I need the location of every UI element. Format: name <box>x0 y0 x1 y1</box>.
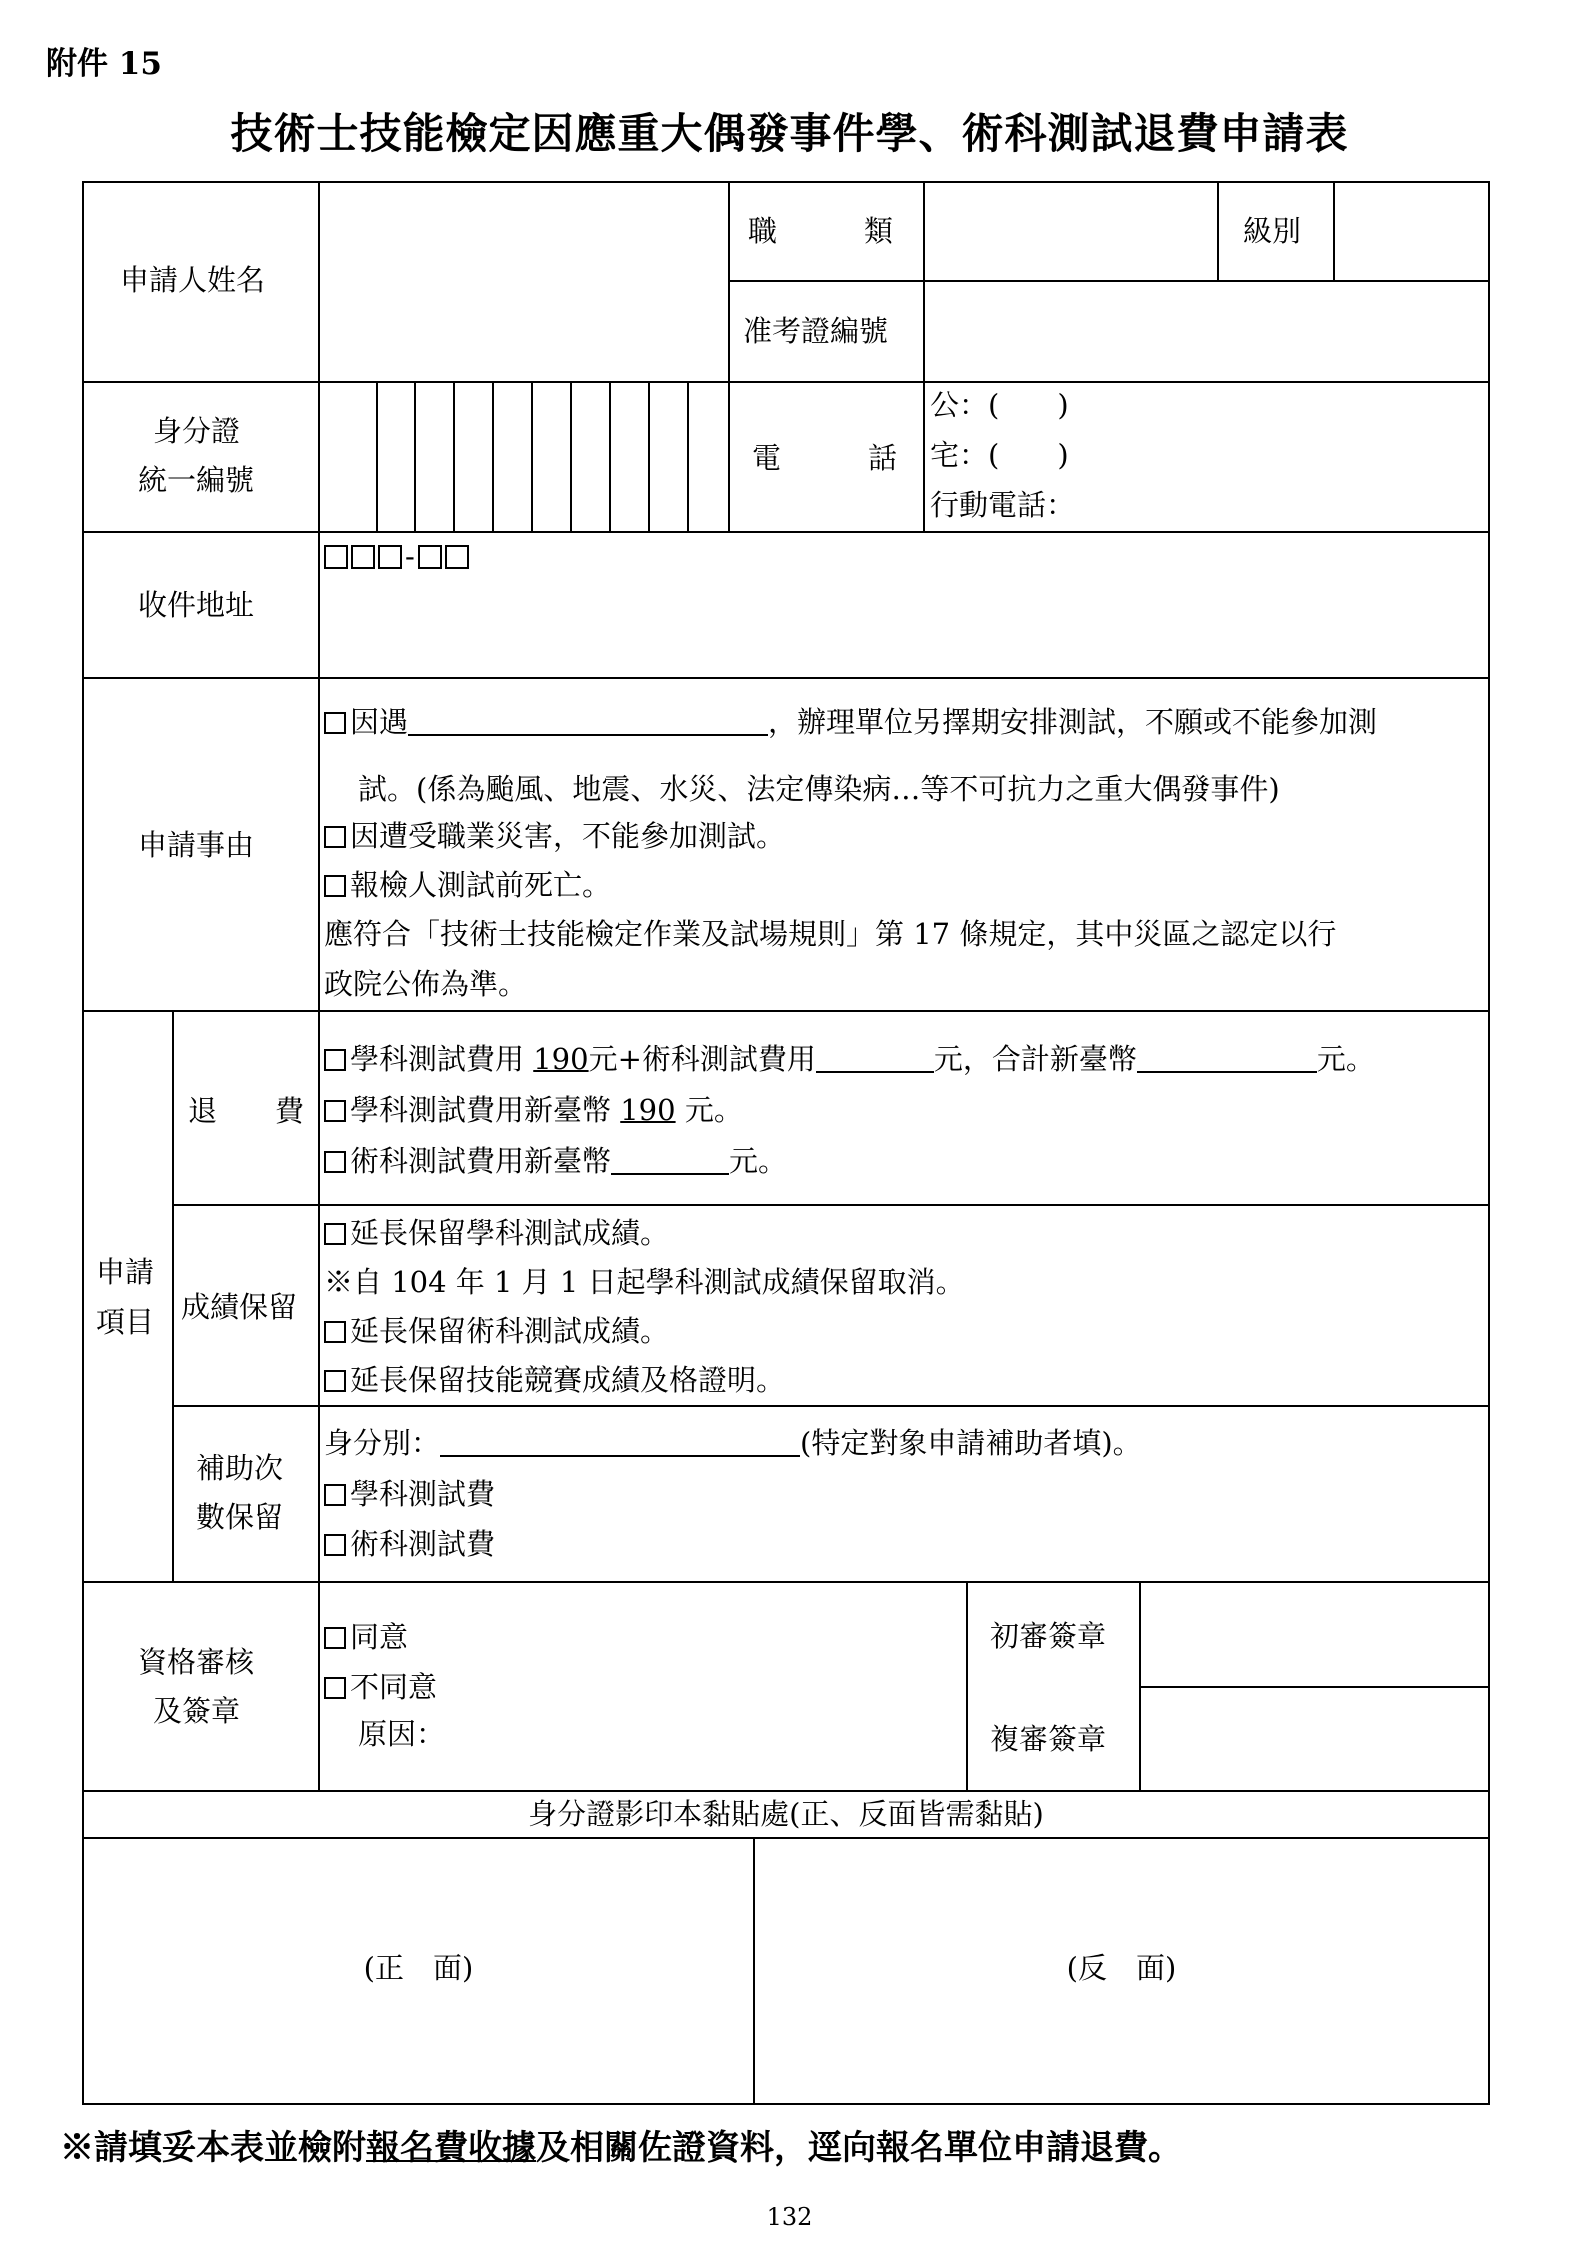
refund-option-2[interactable]: 學科測試費用新臺幣 190 元。 <box>324 1096 743 1125</box>
reason-note-line1: 應符合「技術士技能檢定作業及試場規則」第 17 條規定，其中災區之認定以行 <box>324 917 1337 951</box>
reason-option-1[interactable]: 因遇 ，辦理單位另擇期安排測試，不願或不能參加測 <box>324 708 1377 737</box>
items-label-line2: 項目 <box>96 1305 155 1339</box>
checkbox[interactable] <box>324 1049 346 1071</box>
postal-code-boxes[interactable] <box>324 539 472 573</box>
review-reason-label: 原因： <box>358 1717 446 1751</box>
subsidy-label-line2: 數保留 <box>196 1500 284 1534</box>
trade-label: 職 類 <box>748 214 894 248</box>
subsidy-option-2[interactable]: 術科測試費 <box>324 1530 495 1559</box>
checkbox[interactable] <box>324 875 346 897</box>
admission-number-field[interactable] <box>925 282 1488 381</box>
checkbox[interactable] <box>324 1223 346 1245</box>
items-label-line1: 申請 <box>96 1255 155 1289</box>
second-review-sign-label: 複審簽章 <box>990 1722 1107 1756</box>
checkbox[interactable] <box>324 1627 346 1649</box>
retain-option-3[interactable]: 延長保留技能競賽成績及格證明。 <box>324 1366 785 1395</box>
subsidy-label-line1: 補助次 <box>196 1451 284 1485</box>
id-copy-front: (正 面) <box>363 1951 474 1985</box>
subsidy-option-1[interactable]: 學科測試費 <box>324 1480 495 1509</box>
second-review-sign-field[interactable] <box>1141 1688 1488 1790</box>
retain-option-1[interactable]: 延長保留學科測試成績。 <box>324 1219 669 1248</box>
admission-number-label: 准考證編號 <box>743 314 889 348</box>
reason-label: 申請事由 <box>138 828 255 862</box>
address-label: 收件地址 <box>138 588 255 622</box>
checkbox[interactable] <box>324 1100 346 1122</box>
subsidy-identity[interactable]: 身分別： (特定對象申請補助者填)。 <box>324 1426 1142 1460</box>
reason-option-2[interactable]: 因遭受職業災害，不能參加測試。 <box>324 822 785 851</box>
trade-field[interactable] <box>925 183 1217 280</box>
reason-option-1-continued: 試。(係為颱風、地震、水災、法定傳染病…等不可抗力之重大偶發事件) <box>358 772 1280 806</box>
id-label-line1: 身分證 <box>153 414 241 448</box>
level-label: 級別 <box>1243 214 1302 248</box>
applicant-name-field[interactable] <box>320 183 728 381</box>
refund-option-1[interactable]: 學科測試費用 190元+術科測試費用 元，合計新臺幣 元。 <box>324 1045 1375 1074</box>
refund-option-3[interactable]: 術科測試費用新臺幣 元。 <box>324 1147 787 1176</box>
checkbox[interactable] <box>324 1484 346 1506</box>
checkbox[interactable] <box>324 1321 346 1343</box>
id-copy-back: (反 面) <box>1066 1951 1177 1985</box>
checkbox[interactable] <box>324 1677 346 1699</box>
form-title: 技術士技能檢定因應重大偶發事件學、術科測試退費申請表 <box>230 109 1349 158</box>
review-agree[interactable]: 同意 <box>324 1623 408 1652</box>
id-copy-title: 身分證影印本黏貼處(正、反面皆需黏貼) <box>528 1797 1044 1831</box>
first-review-sign-field[interactable] <box>1141 1583 1488 1686</box>
checkbox[interactable] <box>324 1534 346 1556</box>
phone-home[interactable]: 宅：( ) <box>930 438 1069 472</box>
id-number-field[interactable] <box>320 383 728 531</box>
reason-note-line2: 政院公佈為準。 <box>324 967 528 1001</box>
postal-dash: - <box>405 539 415 573</box>
retain-option-2[interactable]: 延長保留術科測試成績。 <box>324 1317 669 1346</box>
phone-label: 電 話 <box>752 441 898 475</box>
reason-option-3[interactable]: 報檢人測試前死亡。 <box>324 871 611 900</box>
address-field[interactable] <box>320 585 1488 677</box>
page-number: 132 <box>766 2203 813 2231</box>
phone-mobile[interactable]: 行動電話： <box>930 488 1076 522</box>
id-label-line2: 統一編號 <box>138 463 255 497</box>
footer-note: ※請填妥本表並檢附報名費收據及相關佐證資料，逕向報名單位申請退費。 <box>60 2128 1182 2168</box>
checkbox[interactable] <box>324 1151 346 1173</box>
applicant-name-label: 申請人姓名 <box>120 263 266 297</box>
checkbox[interactable] <box>324 1370 346 1392</box>
checkbox[interactable] <box>324 826 346 848</box>
refund-label: 退 費 <box>188 1094 305 1128</box>
retain-note: ※自 104 年 1 月 1 日起學科測試成績保留取消。 <box>324 1265 965 1299</box>
attachment-label: 附件 15 <box>46 46 162 82</box>
review-label-line2: 及簽章 <box>153 1694 241 1728</box>
checkbox[interactable] <box>324 712 346 734</box>
review-disagree[interactable]: 不同意 <box>324 1673 437 1702</box>
phone-office[interactable]: 公：( ) <box>930 388 1069 422</box>
retain-label: 成績保留 <box>181 1290 298 1324</box>
first-review-sign-label: 初審簽章 <box>990 1619 1107 1653</box>
level-field[interactable] <box>1335 183 1488 280</box>
review-label-line1: 資格審核 <box>138 1645 255 1679</box>
